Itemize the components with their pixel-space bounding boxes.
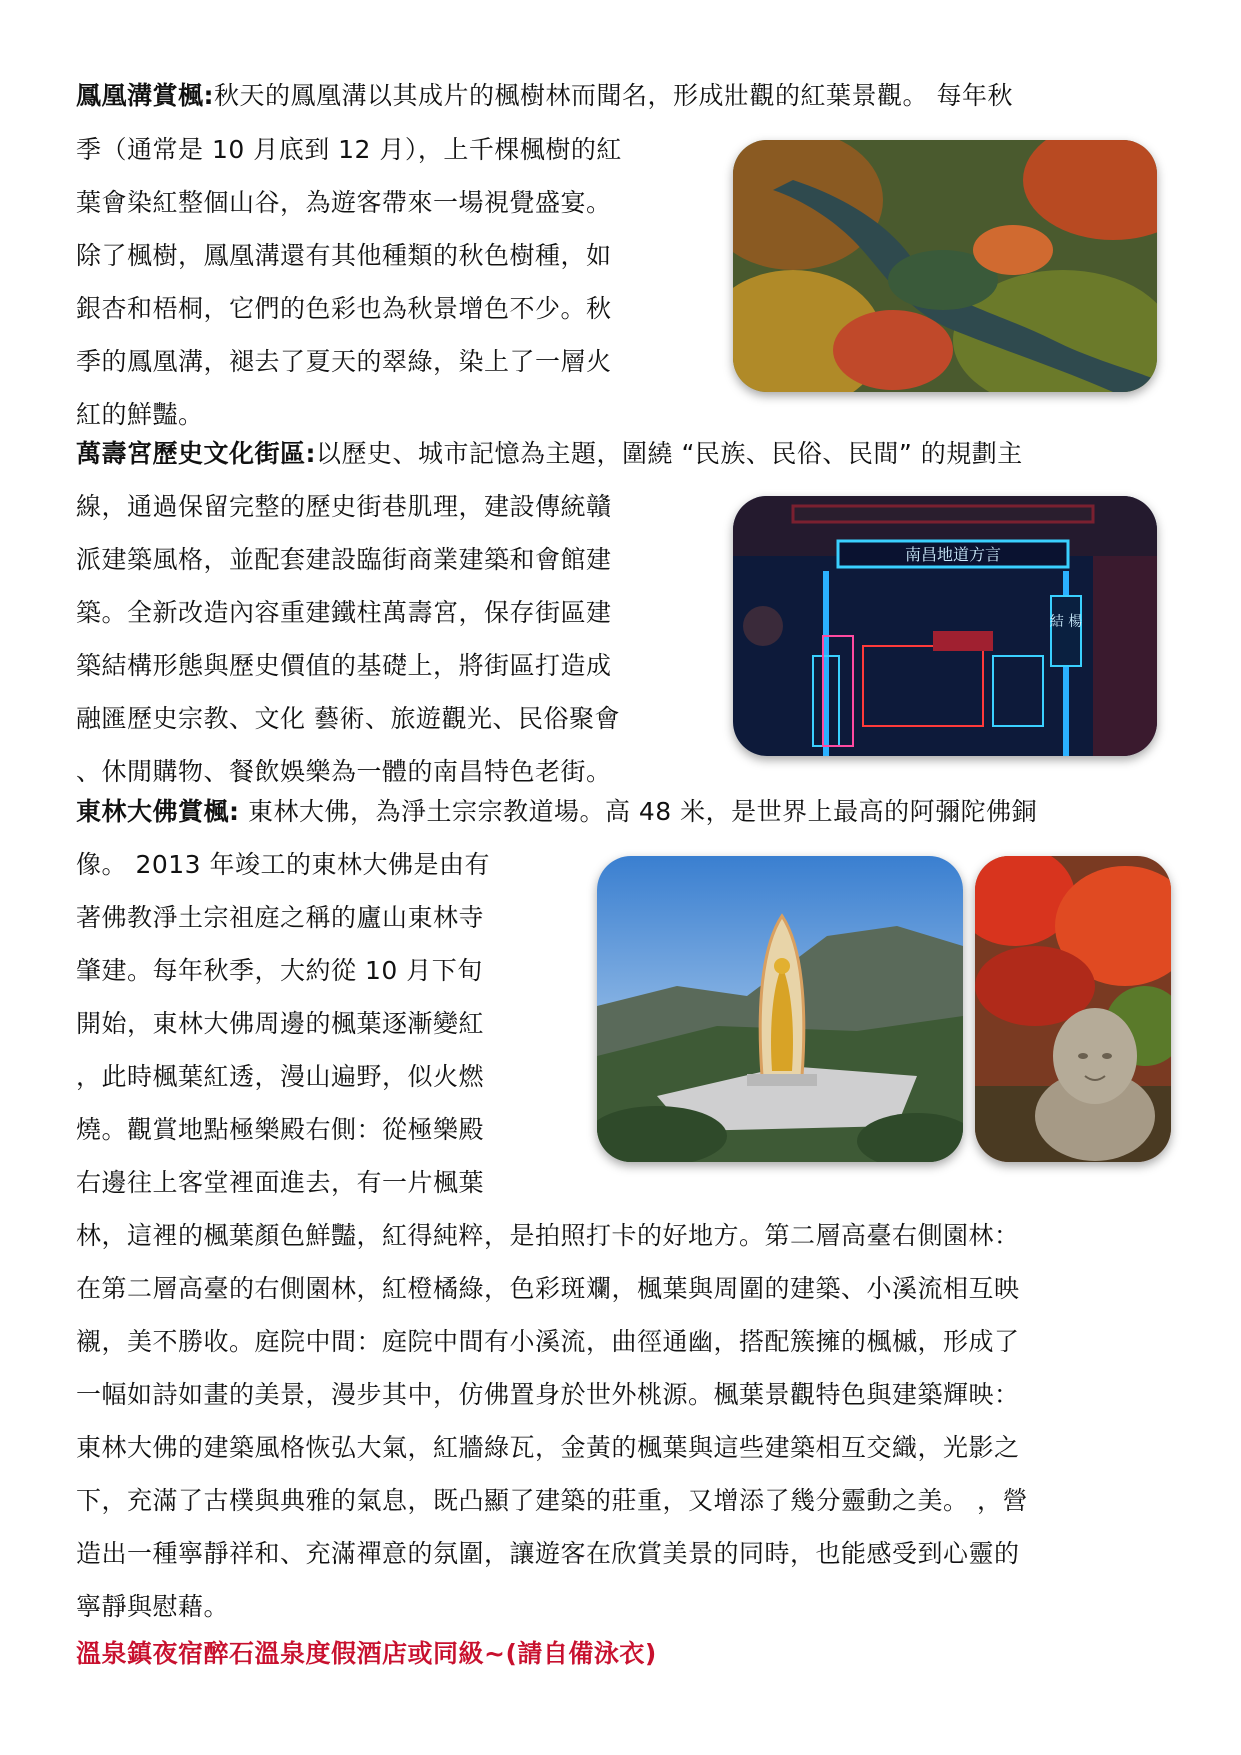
- donglin-line-14: 下，充滿了古樸與典雅的氣息，既凸顯了建築的莊重，又增添了幾分靈動之美。 ，營: [76, 1486, 1028, 1515]
- wanshou-photo-sign: 南昌地道方言: [904, 545, 1002, 564]
- donglin-line-9: 林，這裡的楓葉顏色鮮豔，紅得純粹，是拍照打卡的好地方。第二層高臺右側園林：: [76, 1221, 1020, 1250]
- phoenix-title: 鳳凰溝賞楓:: [76, 81, 214, 110]
- donglin-line-2: 像。 2013 年竣工的東林大佛是由有: [76, 850, 491, 879]
- donglin-line-4: 肇建。每年秋季，大約從 10 月下旬: [76, 956, 483, 985]
- donglin-title: 東林大佛賞楓:: [76, 797, 240, 826]
- donglin-line-7: 燒。觀賞地點極樂殿右側：從極樂殿: [76, 1115, 485, 1144]
- donglin-line-3: 著佛教淨土宗祖庭之稱的廬山東林寺: [76, 903, 485, 932]
- wanshou-line-4: 築。全新改造內容重建鐵柱萬壽宮，保存街區建: [76, 598, 612, 627]
- donglin-line-5: 開始，東林大佛周邊的楓葉逐漸變紅: [76, 1009, 485, 1038]
- donglin-line-15: 造出一種寧靜祥和、充滿禪意的氛圍，讓遊客在欣賞美景的同時，也能感受到心靈的: [76, 1539, 1020, 1568]
- phoenix-valley-photo: [733, 140, 1157, 392]
- donglin-line-11: 襯，美不勝收。庭院中間：庭院中間有小溪流，曲徑通幽，搭配簇擁的楓槭，形成了: [76, 1327, 1020, 1356]
- donglin-line-16: 寧靜與慰藉。: [76, 1592, 230, 1621]
- donglin-line-13: 東林大佛的建築風格恢弘大氣，紅牆綠瓦，金黃的楓葉與這些建築相互交織，光影之: [76, 1433, 1020, 1462]
- wanshou-photo-side-sign: 結 楊: [1049, 614, 1083, 630]
- phoenix-line-7: 紅的鮮豔。: [76, 400, 204, 429]
- donglin-line-6: ，此時楓葉紅透，漫山遍野，似火燃: [76, 1062, 485, 1091]
- wanshou-line-3: 派建築風格，並配套建設臨街商業建築和會館建: [76, 545, 612, 574]
- phoenix-line-5: 銀杏和梧桐，它們的色彩也為秋景增色不少。秋: [76, 294, 612, 323]
- wanshou-line-6: 融匯歷史宗教、文化 藝術、旅遊觀光、民俗聚會: [76, 704, 620, 733]
- phoenix-line-2: 季（通常是 10 月底到 12 月），上千棵楓樹的紅: [76, 135, 622, 164]
- donglin-line-12: 一幅如詩如畫的美景，漫步其中，仿佛置身於世外桃源。楓葉景觀特色與建築輝映：: [76, 1380, 1020, 1409]
- wanshou-line-5: 築結構形態與歷史價值的基礎上，將街區打造成: [76, 651, 612, 680]
- donglin-line-10: 在第二層高臺的右側園林，紅橙橘綠，色彩斑斕，楓葉與周圍的建築、小溪流相互映: [76, 1274, 1020, 1303]
- donglin-line-8: 右邊往上客堂裡面進去，有一片楓葉: [76, 1168, 485, 1197]
- wanshou-line-2: 線，通過保留完整的歷史街巷肌理，建設傳統贛: [76, 492, 612, 521]
- wanshou-line-7: 、休閒購物、餐飲娛樂為一體的南昌特色老街。: [76, 757, 612, 786]
- donglin-maple-statue-photo: [975, 856, 1171, 1162]
- hotel-note: 溫泉鎮夜宿醉石溫泉度假酒店或同級~(請自備泳衣): [76, 1639, 657, 1668]
- phoenix-line-4: 除了楓樹，鳳凰溝還有其他種類的秋色樹種，如: [76, 241, 612, 270]
- wanshou-line-1: 萬壽宮歷史文化街區:以歷史、城市記憶為主題，圍繞 “民族、民俗、民間” 的規劃主: [76, 439, 1023, 468]
- phoenix-line-3: 葉會染紅整個山谷，為遊客帶來一場視覺盛宴。: [76, 188, 612, 217]
- wanshou-title: 萬壽宮歷史文化街區:: [76, 439, 316, 468]
- phoenix-line-1: 鳳凰溝賞楓:秋天的鳳凰溝以其成片的楓樹林而聞名，形成壯觀的紅葉景觀。 每年秋: [76, 81, 1013, 110]
- donglin-buddha-photo: [597, 856, 963, 1162]
- donglin-line-1: 東林大佛賞楓: 東林大佛，為淨土宗宗教道場。高 48 米，是世界上最高的阿彌陀佛銅: [76, 797, 1038, 826]
- phoenix-line-6: 季的鳳凰溝，褪去了夏天的翠綠，染上了一層火: [76, 347, 612, 376]
- wanshou-street-photo: [733, 496, 1157, 756]
